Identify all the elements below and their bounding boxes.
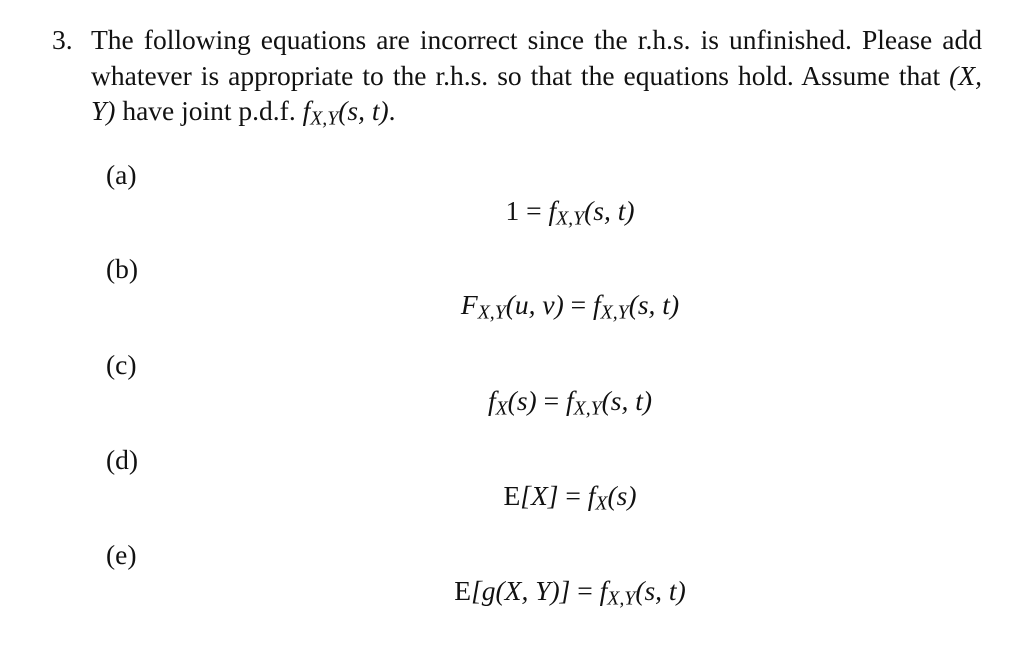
equation-c-lhs: $f_X(s)$ xyxy=(487,385,537,420)
equation-d xyxy=(120,480,1020,519)
equation-d-lhs: E[X] xyxy=(503,480,559,511)
problem-statement xyxy=(52,22,982,137)
equation-b-lhs: $F_{X,Y}(u$, v) xyxy=(460,289,564,324)
problem-text-end: . xyxy=(388,95,396,126)
equation-a-lhs: 1 xyxy=(505,195,520,226)
problem-text-mid: have joint p.d.f. xyxy=(115,95,303,126)
problem-number: 3. xyxy=(52,24,73,55)
equation-e-rhs: $f_{X,Y}(s$, t) xyxy=(599,575,686,610)
part-a-label: (a) xyxy=(106,159,137,190)
variable-pair: (X, Y) xyxy=(91,59,982,126)
equation-b-rhs: $f_{X,Y}(s$, t) xyxy=(593,289,680,324)
equals-sign: = xyxy=(577,575,593,606)
equation-e-lhs: E[g(X, Y)] xyxy=(454,575,571,606)
equation-d-rhs: $f_X(s)$ xyxy=(587,480,637,515)
equals-sign: = xyxy=(543,385,560,416)
equation-c xyxy=(120,385,1020,424)
part-b-label: (b) xyxy=(106,253,139,284)
equation-e xyxy=(120,575,1020,614)
part-c-label: (c) xyxy=(106,349,137,380)
problem-text-main: The following equations are incorrect since the r.h.s. is unfinished. Please add whatever is appropriate to the r.h.s. so that the equations hold. Assume that xyxy=(91,24,982,91)
part-e-label: (e) xyxy=(106,539,137,570)
problem-text xyxy=(91,22,982,137)
equation-a-rhs: $f_{X,Y}(s$, t) xyxy=(548,195,635,230)
equation-a xyxy=(120,195,1020,234)
joint-pdf-symbol: $f_{X,Y}(s$, t) xyxy=(302,95,389,130)
equals-sign: = xyxy=(526,195,542,226)
equals-sign: = xyxy=(565,480,581,511)
part-d-label: (d) xyxy=(106,444,139,475)
equation-c-rhs: $f_{X,Y}(s$, t) xyxy=(565,385,653,420)
equation-b xyxy=(120,289,1020,328)
equals-sign: = xyxy=(570,289,587,320)
